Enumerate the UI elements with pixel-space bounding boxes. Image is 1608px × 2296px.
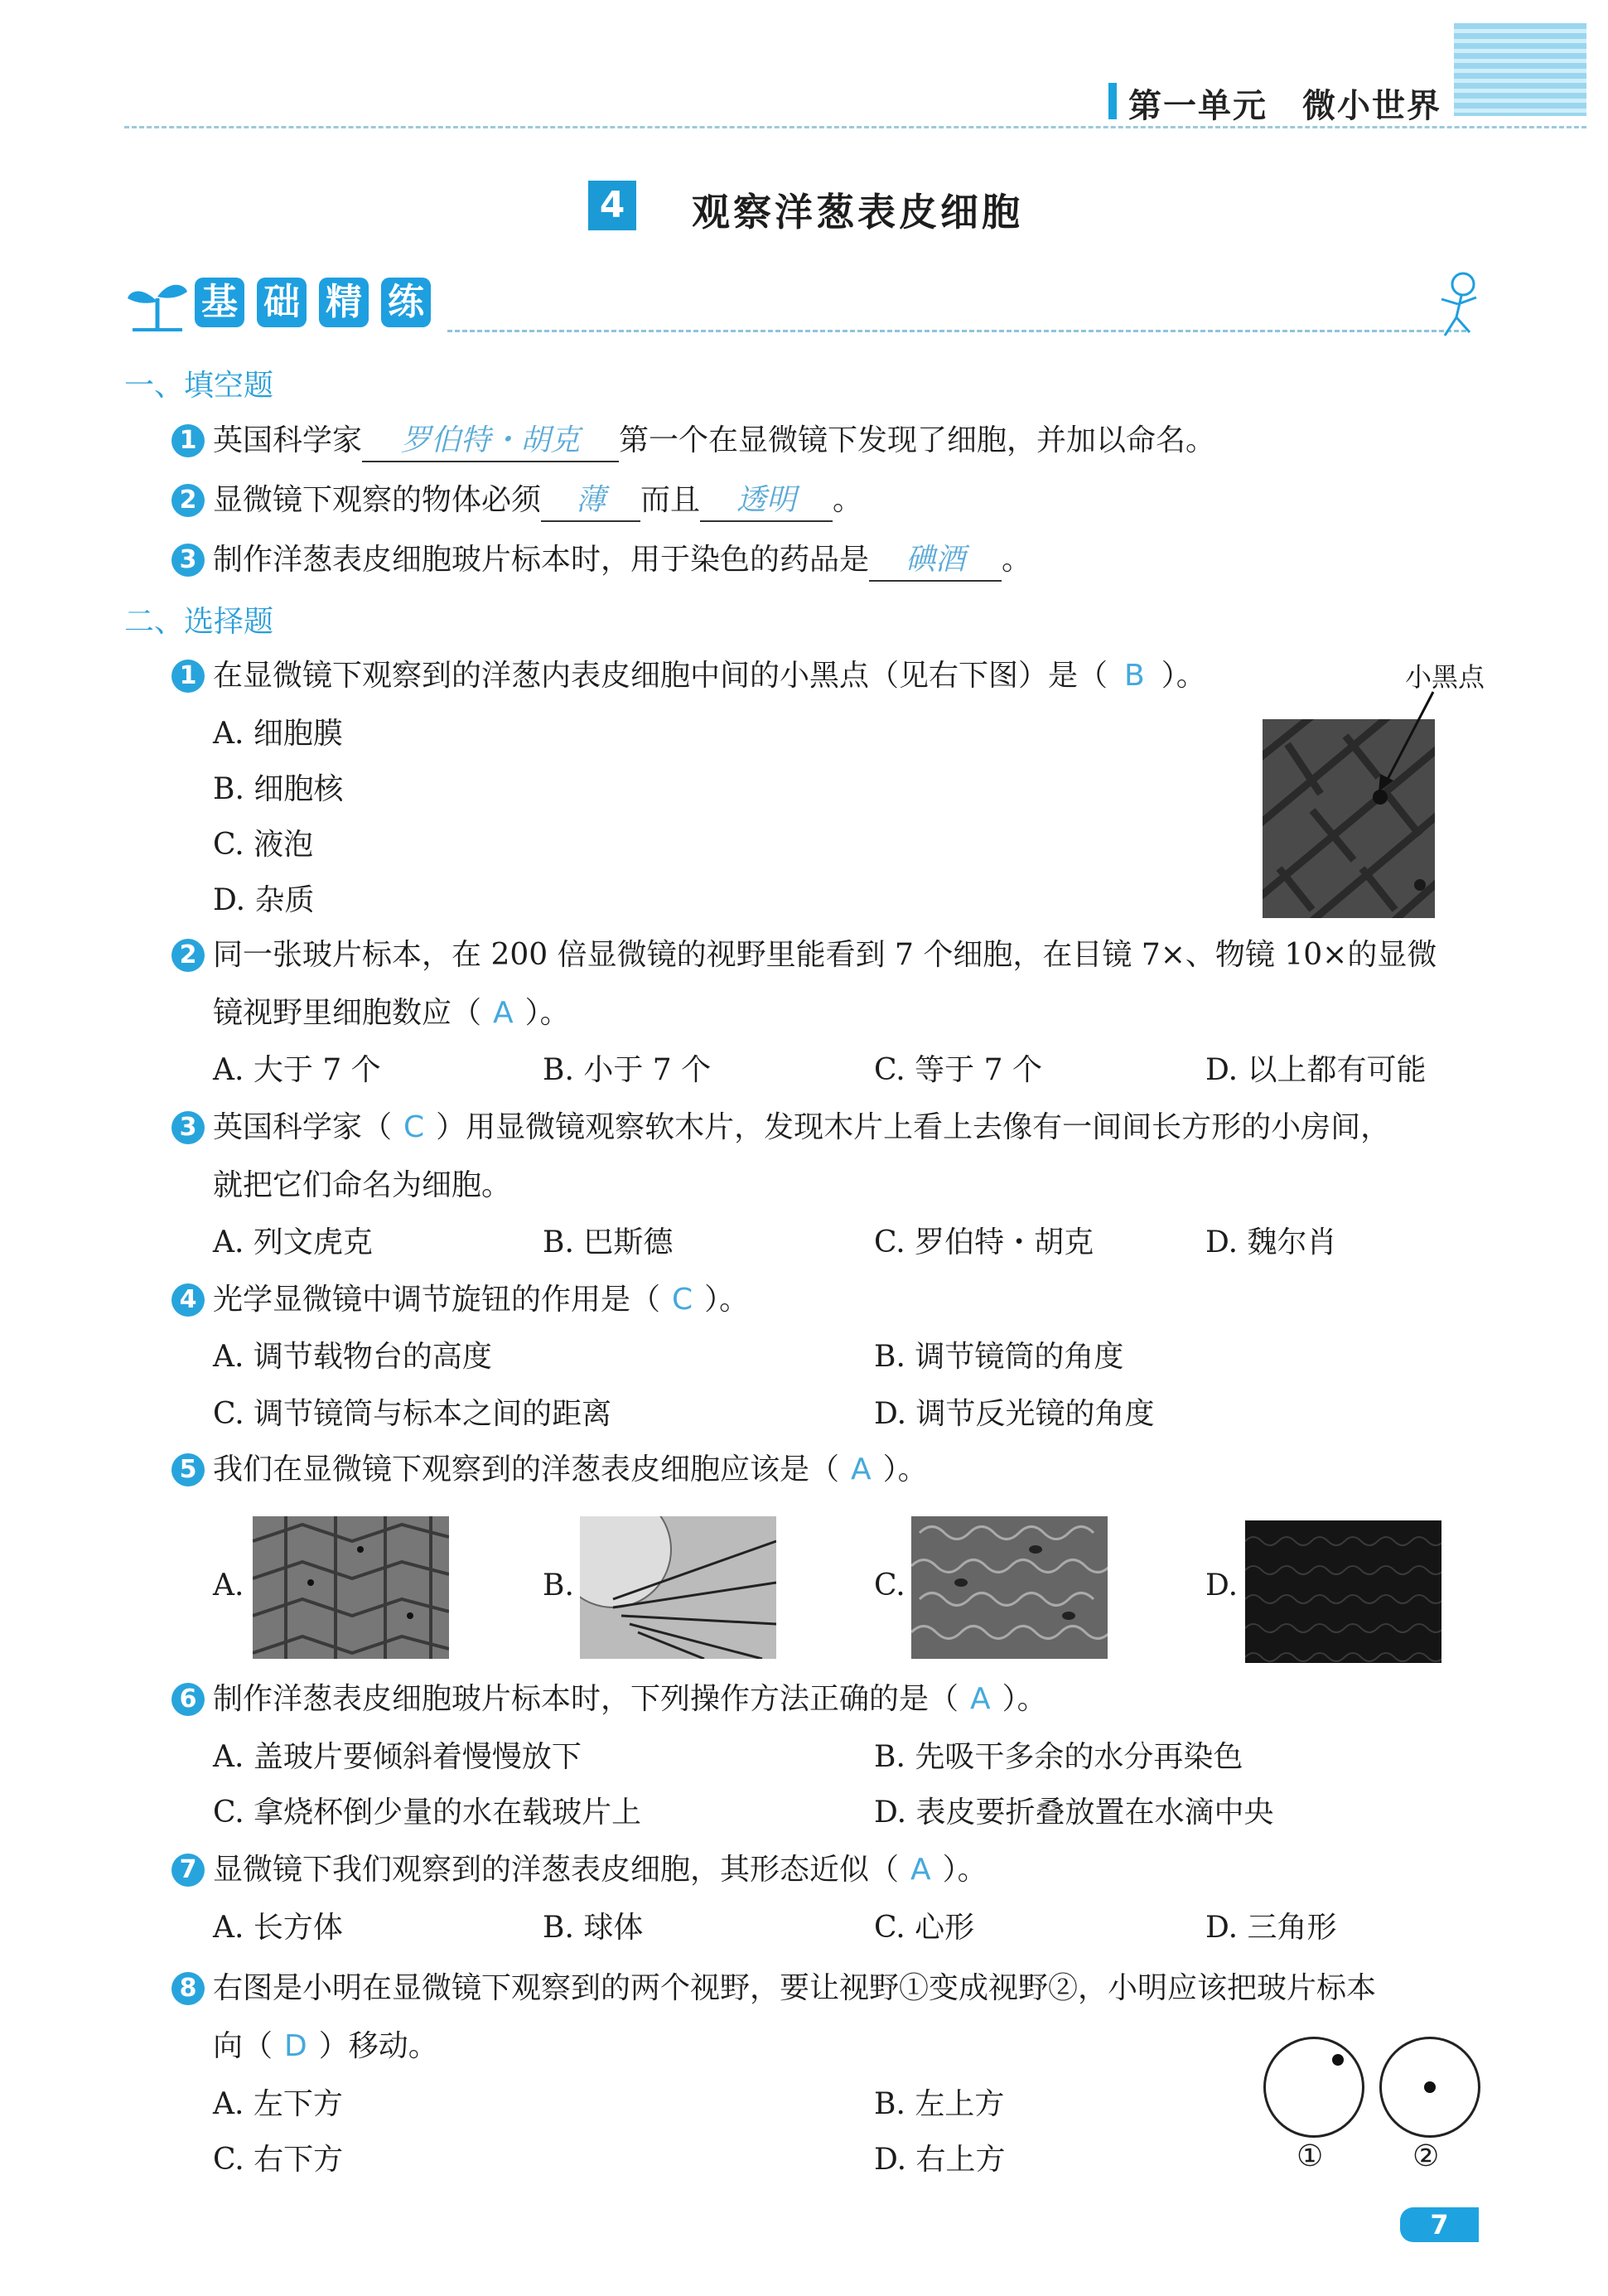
choice-q6-option-a: A. 盖玻片要倾斜着慢慢放下 bbox=[213, 1740, 582, 1774]
choice-q1-option-b: B. 细胞核 bbox=[213, 772, 344, 806]
choice-q1-option-d: D. 杂质 bbox=[213, 883, 315, 917]
choice-q7-option-c: C. 心形 bbox=[874, 1911, 975, 1945]
choice-q6-option-c: C. 拿烧杯倒少量的水在载玻片上 bbox=[213, 1796, 642, 1830]
fill-q1: 英国科学家 罗伯特・胡克 第一个在显微镜下发现了细胞，并加以命名。 bbox=[213, 421, 1215, 462]
header-accent-bar bbox=[1108, 83, 1117, 119]
choice-q5-number: 5 bbox=[171, 1453, 205, 1486]
choice-q1-option-a: A. 细胞膜 bbox=[213, 717, 343, 751]
choice-q8-option-d: D. 右上方 bbox=[874, 2143, 1006, 2177]
choice-q4-option-d: D. 调节反光镜的角度 bbox=[874, 1397, 1155, 1431]
choice-q7-option-d: D. 三角形 bbox=[1205, 1911, 1337, 1945]
choice-q4-option-a: A. 调节载物台的高度 bbox=[213, 1340, 492, 1374]
running-kid-icon bbox=[1425, 269, 1491, 344]
fill-q3-number: 3 bbox=[171, 544, 205, 577]
choice-q2-answer: A bbox=[493, 996, 514, 1030]
choice-q7: 显微镜下我们观察到的洋葱表皮细胞，其形态近似（ A ）。 bbox=[213, 1853, 987, 1887]
choice-q6-option-b: B. 先吸干多余的水分再染色 bbox=[874, 1740, 1243, 1774]
fill-in-heading: 一、填空题 bbox=[124, 369, 274, 403]
choice-q2-option-b: B. 小于 7 个 bbox=[543, 1053, 712, 1087]
choice-q3-option-d: D. 魏尔肖 bbox=[1205, 1225, 1337, 1259]
choice-q5: 我们在显微镜下观察到的洋葱表皮细胞应该是（ A ）。 bbox=[213, 1453, 928, 1486]
choice-q4: 光学显微镜中调节旋钮的作用是（ C ）。 bbox=[213, 1283, 750, 1317]
choice-q3-answer: C bbox=[403, 1110, 425, 1144]
choice-q8-answer: D bbox=[284, 2029, 307, 2063]
page-number: 7 bbox=[1400, 2207, 1479, 2242]
choice-q5-option-d: D. bbox=[1205, 1569, 1239, 1602]
choice-q3-number: 3 bbox=[171, 1111, 205, 1144]
choice-q1-answer: B bbox=[1124, 659, 1145, 693]
choice-q1-option-c: C. 液泡 bbox=[213, 828, 314, 862]
choice-q3-line2: 就把它们命名为细胞。 bbox=[213, 1168, 512, 1202]
leaf-epidermis-image bbox=[911, 1516, 1108, 1659]
choice-q3-line1: 英国科学家（ C ）用显微镜观察软木片，发现木片上看上去像有一间间长方形的小房间， bbox=[213, 1110, 1391, 1144]
field-of-view-1 bbox=[1263, 2037, 1364, 2138]
fill-q2: 显微镜下观察的物体必须 薄 而且 透明 。 bbox=[213, 481, 862, 522]
choice-q2-option-a: A. 大于 7 个 bbox=[213, 1053, 381, 1087]
choice-q4-answer: C bbox=[672, 1283, 693, 1317]
choice-q1: 在显微镜下观察到的洋葱内表皮细胞中间的小黑点（见右下图）是（ B ）。 bbox=[213, 659, 1206, 693]
fill-q1-number: 1 bbox=[171, 424, 205, 457]
fill-q3: 制作洋葱表皮细胞玻片标本时，用于染色的药品是 碘酒 。 bbox=[213, 540, 1031, 582]
choice-q2-option-d: D. 以上都有可能 bbox=[1205, 1053, 1427, 1087]
fill-q2-answer-2: 透明 bbox=[700, 481, 833, 522]
choice-q5-option-a: A. bbox=[213, 1569, 244, 1602]
fill-q1-answer: 罗伯特・胡克 bbox=[362, 421, 619, 462]
unit-title: 第一单元 微小世界 bbox=[1128, 87, 1441, 125]
sprout-icon bbox=[124, 273, 191, 331]
choice-q3-option-a: A. 列文虎克 bbox=[213, 1225, 373, 1259]
choice-q2-number: 2 bbox=[171, 939, 205, 972]
header-divider bbox=[124, 126, 1586, 128]
onion-epidermis-image bbox=[253, 1516, 449, 1659]
view-2-label: ② bbox=[1412, 2139, 1440, 2173]
choice-q5-option-c: C. bbox=[874, 1569, 905, 1602]
choice-q4-option-b: B. 调节镜筒的角度 bbox=[874, 1340, 1124, 1374]
banner-char-3: 精 bbox=[319, 278, 369, 327]
choice-q6-number: 6 bbox=[171, 1683, 205, 1716]
view-1-dot bbox=[1332, 2054, 1344, 2066]
view-1-label: ① bbox=[1297, 2139, 1324, 2173]
choice-q1-number: 1 bbox=[171, 660, 205, 693]
fill-q2-answer-1: 薄 bbox=[541, 481, 640, 522]
pointer-arrow-icon bbox=[1367, 688, 1441, 795]
banner-char-2: 础 bbox=[257, 278, 307, 327]
choice-q6-answer: A bbox=[970, 1682, 991, 1716]
lesson-number-badge: 4 bbox=[588, 181, 636, 230]
choice-q8-option-c: C. 右下方 bbox=[213, 2143, 344, 2177]
fill-q3-answer: 碘酒 bbox=[869, 540, 1002, 582]
fill-q2-number: 2 bbox=[171, 484, 205, 517]
field-of-view-2 bbox=[1379, 2037, 1480, 2138]
choice-q6-option-d: D. 表皮要折叠放置在水滴中央 bbox=[874, 1796, 1274, 1830]
choice-q8-line1: 右图是小明在显微镜下观察到的两个视野，要让视野①变成视野②，小明应该把玻片标本 bbox=[213, 1971, 1377, 2005]
view-2-dot bbox=[1424, 2081, 1436, 2093]
choice-q7-option-b: B. 球体 bbox=[543, 1911, 644, 1945]
choice-q7-number: 7 bbox=[171, 1854, 205, 1887]
dark-cell-tissue-image bbox=[1245, 1520, 1441, 1663]
choice-q8-option-b: B. 左上方 bbox=[874, 2087, 1005, 2121]
choice-q3-option-b: B. 巴斯德 bbox=[543, 1225, 674, 1259]
choice-q8-option-a: A. 左下方 bbox=[213, 2087, 343, 2121]
stem-cross-section-image bbox=[580, 1516, 776, 1659]
choice-q7-answer: A bbox=[910, 1853, 931, 1887]
choice-q7-option-a: A. 长方体 bbox=[213, 1911, 343, 1945]
choice-q2-option-c: C. 等于 7 个 bbox=[874, 1053, 1042, 1087]
choice-q8-line2: 向（ D ）移动。 bbox=[213, 2029, 438, 2063]
banner-char-4: 练 bbox=[381, 278, 431, 327]
lesson-title: 观察洋葱表皮细胞 bbox=[692, 190, 1023, 234]
choice-q2-line1: 同一张玻片标本，在 200 倍显微镜的视野里能看到 7 个细胞，在目镜 7×、物镜 10×的显微 bbox=[213, 938, 1437, 972]
banner-divider bbox=[447, 330, 1466, 332]
figure-label-black-dot: 小黑点 bbox=[1405, 661, 1485, 693]
choice-q6: 制作洋葱表皮细胞玻片标本时，下列操作方法正确的是（ A ）。 bbox=[213, 1682, 1047, 1716]
choice-q4-option-c: C. 调节镜筒与标本之间的距离 bbox=[213, 1397, 612, 1431]
choice-q8-number: 8 bbox=[171, 1972, 205, 2005]
banner-char-1: 基 bbox=[195, 278, 244, 327]
choice-q4-number: 4 bbox=[171, 1283, 205, 1317]
choice-q2-line2: 镜视野里细胞数应（ A ）。 bbox=[213, 996, 570, 1030]
header-stripe-decoration bbox=[1454, 23, 1586, 116]
choice-q5-option-b: B. bbox=[543, 1569, 574, 1602]
choice-q3-option-c: C. 罗伯特・胡克 bbox=[874, 1225, 1094, 1259]
choice-heading: 二、选择题 bbox=[124, 605, 274, 639]
choice-q5-answer: A bbox=[851, 1453, 872, 1486]
